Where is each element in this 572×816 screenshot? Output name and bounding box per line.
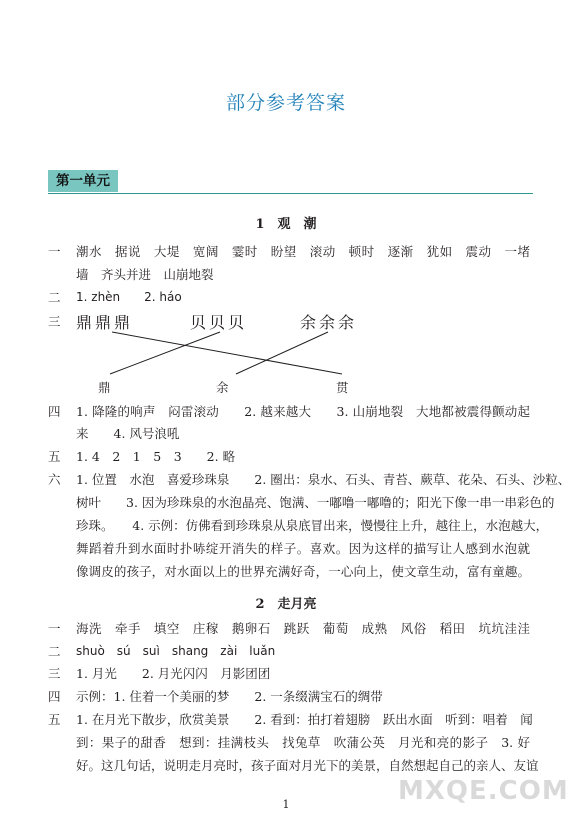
match-line <box>112 332 342 374</box>
page-number: 1 <box>282 798 290 811</box>
matching-lines <box>80 330 380 380</box>
seal-script-group: 余余余 <box>300 313 358 332</box>
answer-line: 潮水 据说 大堤 宽阔 霎时 盼望 滚动 顿时 逐渐 犹如 震动 一堵 <box>76 244 530 259</box>
answer-line: 海洗 牵手 填空 庄稼 鹅卵石 跳跃 葡萄 成熟 风俗 稻田 坑坑洼洼 <box>76 621 530 636</box>
answer-line: 示例：1. 住着一个美丽的梦 2. 一条缀满宝石的绸带 <box>76 689 383 704</box>
answer-line: 1. 4 2 1 5 3 2. 略 <box>76 449 236 464</box>
question-number: 二 <box>48 644 61 659</box>
match-char: 贯 <box>336 380 349 395</box>
answer-line: 到：果子的甜香 想到：挂满枝头 找兔草 吹蒲公英 月光和亮的影子 3. 好 <box>76 735 530 750</box>
answer-line: 1. 降隆的响声 闷雷滚动 2. 越来越大 3. 山崩地裂 大地都被震得颤动起 <box>76 404 530 419</box>
answer-line: shuò sú suì shang zài luǎn <box>76 644 276 658</box>
question-number: 一 <box>48 621 61 636</box>
match-char: 余 <box>216 380 229 395</box>
answer-line: 1. 月光 2. 月光闪闪 月影团团 <box>76 666 271 681</box>
answer-line: 墙 齐头并进 山崩地裂 <box>76 267 214 282</box>
answer-line: 珍珠。 4. 示例：仿佛看到珍珠泉从泉底冒出来，慢慢往上升，越往上，水泡越大， <box>76 518 549 533</box>
answer-line: 来 4. 风号浪吼 <box>76 426 180 441</box>
answer-line: 树叶 3. 因为珍珠泉的水泡晶亮、饱满、一嘟噜一嘟噜的；阳光下像一串一串彩色的 <box>76 495 555 510</box>
unit-divider <box>48 193 533 194</box>
question-number: 三 <box>48 314 61 329</box>
seal-script-group: 贝贝贝 <box>190 313 248 332</box>
unit-label: 第一单元 <box>48 170 118 192</box>
question-number: 五 <box>48 449 61 464</box>
lesson-heading: 1 观 潮 <box>255 217 317 232</box>
match-line <box>110 332 220 374</box>
question-number: 二 <box>48 290 61 305</box>
question-number: 三 <box>48 666 61 681</box>
question-number: 六 <box>48 472 61 487</box>
answer-line: 好。这几句话，说明走月亮时，孩子面对月光下的美景，自然想起自己的亲人、友谊 <box>76 758 539 773</box>
question-number: 四 <box>48 689 61 704</box>
answer-line: 舞蹈着升到水面时扑哧绽开消失的样子。喜欢。因为这样的描写让人感到水泡就 <box>76 541 530 556</box>
answer-line: 1. 位置 水泡 喜爱珍珠泉 2. 圈出：泉水、石头、青苔、蕨草、花朵、石头、沙粒、 <box>76 472 571 487</box>
question-number: 四 <box>48 404 61 419</box>
lesson-heading: 2 走月亮 <box>255 597 317 612</box>
question-number: 五 <box>48 712 61 727</box>
answer-line: 1. zhèn 2. háo <box>76 290 182 304</box>
answer-line: 像调皮的孩子，对水面以上的世界充满好奇，一心向上，使文章生动，富有童趣。 <box>76 564 530 579</box>
question-number: 一 <box>48 244 61 259</box>
match-line <box>236 332 328 374</box>
seal-script-group: 鼎鼎鼎 <box>76 313 134 332</box>
watermark: MXQE.COM <box>398 776 569 806</box>
match-char: 鼎 <box>98 380 111 395</box>
page-title: 部分参考答案 <box>225 92 346 114</box>
answer-line: 1. 在月光下散步，欣赏美景 2. 看到：拍打着翅膀 跃出水面 听到：唱着 闻 <box>76 712 533 727</box>
